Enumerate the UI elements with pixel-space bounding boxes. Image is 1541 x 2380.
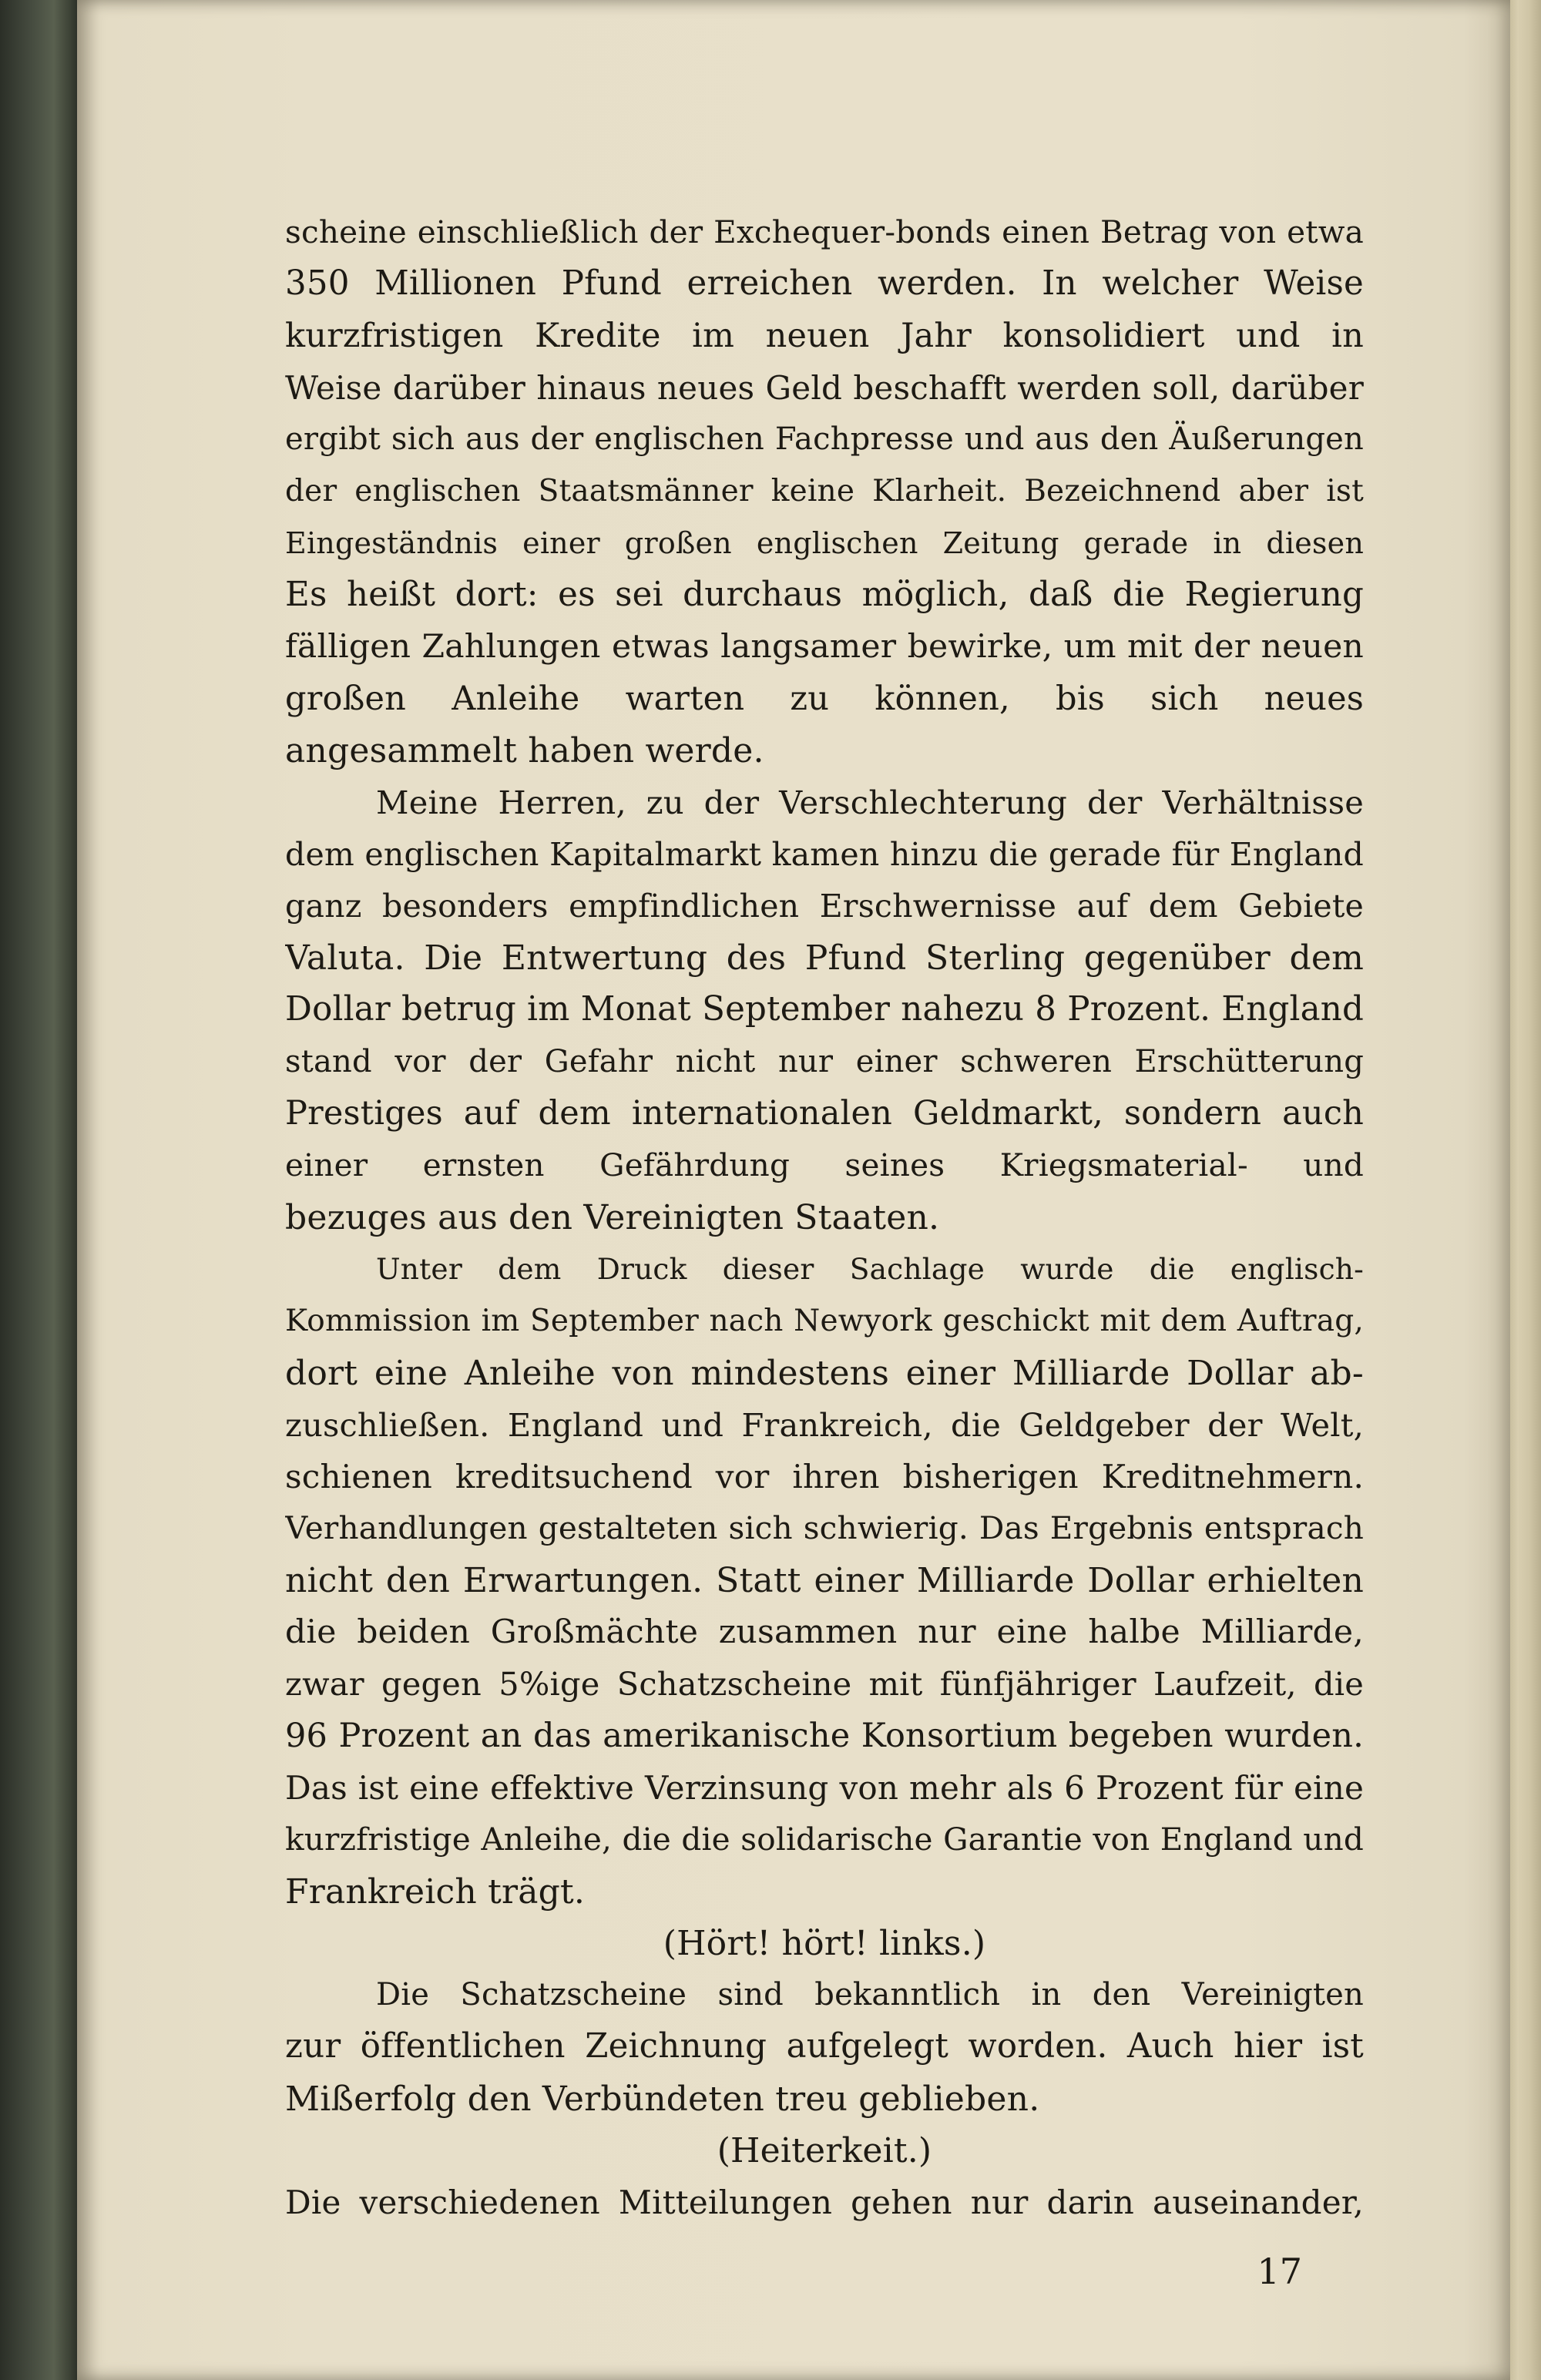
text-line [285, 1606, 1364, 1658]
line-text: Valuta. Die Entwertung des Pfund Sterling gegenüber dem [285, 938, 1364, 979]
book-page [77, 0, 1510, 2380]
line-text: kurzfristige Anleihe, die die solidarische Garantie von England und [285, 1821, 1364, 1858]
text-line [285, 673, 1364, 725]
text-line [285, 258, 1364, 310]
text-line [285, 569, 1364, 621]
line-text: kurzfristigen Kredite im neuen Jahr konsolidiert und in [285, 316, 1364, 355]
text-line [285, 1969, 1364, 2021]
line-text: zwar gegen 5%ige Schatzscheine mit fünfjähriger Laufzeit, die [285, 1665, 1364, 1704]
line-text: die beiden Großmächte zusammen nur eine halbe Milliarde, [285, 1613, 1364, 1652]
line-text: Meine Herren, zu der Verschlechterung der Verhältnisse [376, 784, 1364, 822]
line-text: zuschließen. England und Frankreich, die Geldgeber der Welt, [285, 1405, 1364, 1444]
text-line [285, 1658, 1364, 1710]
line-text: Es heißt dort: es sei durchaus möglich, daß die Regierung [285, 576, 1364, 615]
text-line [285, 1348, 1364, 1399]
page-number: 17 [1257, 2251, 1302, 2292]
line-text: scheine einschließlich der Exchequer-bonds einen Betrag von etwa [285, 213, 1364, 250]
text-line [285, 2073, 1364, 2125]
line-text: (Hört! hört! links.) [663, 1923, 986, 1963]
text-line [285, 1140, 1364, 1191]
text-line [285, 465, 1364, 517]
line-text: ergibt sich aus der englischen Fachpresse und aus den Äußerungen [285, 421, 1364, 458]
line-text: Die Schatzscheine sind bekanntlich in den Vereinigten [376, 1977, 1364, 2013]
text-line [285, 1918, 1364, 1969]
line-text: Dollar betrug im Monat September nahezu 8 Prozent. England [285, 990, 1364, 1029]
line-text: Prestiges auf dem internationalen Geldmarkt, sondern auch [285, 1094, 1364, 1133]
line-text: dem englischen Kapitalmarkt kamen hinzu die gerade für England [285, 835, 1364, 873]
text-line [285, 984, 1364, 1036]
line-text: Die verschiedenen Mitteilungen gehen nur darin auseinander, [285, 2184, 1364, 2222]
text-line [285, 1451, 1364, 1502]
text-line [285, 725, 1364, 777]
text-line [285, 1192, 1364, 1244]
text-line [285, 1814, 1364, 1865]
text-line [285, 1036, 1364, 1088]
text-line [285, 2177, 1364, 2228]
line-text: schienen kreditsuchend vor ihren bisherigen Kreditnehmern. [285, 1458, 1364, 1496]
line-text: nicht den Erwartungen. Statt einer Milliarde Dollar erhielten [285, 1560, 1364, 1600]
text-line [285, 881, 1364, 932]
text-line [285, 1866, 1364, 1918]
body-text [285, 206, 1364, 2229]
line-text: 96 Prozent an das amerikanische Konsortium begeben wurden. [285, 1716, 1364, 1755]
text-line [285, 206, 1364, 258]
line-text: einer ernsten Gefährdung seines Kriegsmaterial- und [285, 1146, 1364, 1184]
line-text: bezuges aus den Vereinigten Staaten. [285, 1197, 940, 1237]
text-line [285, 2021, 1364, 2073]
line-text: Weise darüber hinaus neues Geld beschafft werden soll, darüber [285, 368, 1364, 407]
text-line [285, 1295, 1364, 1347]
line-text: dort eine Anleihe von mindestens einer Milliarde Dollar ab- [285, 1353, 1364, 1393]
line-text: fälligen Zahlungen etwas langsamer bewirke, um mit der neuen [285, 628, 1364, 666]
text-line [285, 777, 1364, 828]
text-line [285, 1555, 1364, 1606]
line-text: Kommission im September nach Newyork geschickt mit dem Auftrag, [285, 1304, 1364, 1339]
text-line [285, 1710, 1364, 1762]
line-text: ganz besonders empfindlichen Erschwernisse auf dem Gebiete [285, 887, 1364, 925]
text-line [285, 1244, 1364, 1295]
text-line [285, 311, 1364, 362]
text-line [285, 1399, 1364, 1451]
line-text: stand vor der Gefahr nicht nur einer schweren Erschütterung [285, 1043, 1364, 1079]
text-line [285, 414, 1364, 465]
line-text: großen Anleihe warten zu können, bis sich neues [285, 679, 1364, 718]
text-line [285, 1762, 1364, 1814]
text-line [285, 362, 1364, 414]
text-line [285, 518, 1364, 569]
page-edge [1510, 0, 1541, 2380]
line-text: (Heiterkeit.) [717, 2130, 932, 2170]
text-line [285, 621, 1364, 673]
text-line [285, 2125, 1364, 2177]
line-text: Verhandlungen gestalteten sich schwierig. Das Ergebnis entsprach [285, 1509, 1364, 1547]
line-text: der englischen Staatsmänner keine Klarheit. Bezeichnend aber ist [285, 474, 1364, 509]
line-text: Unter dem Druck dieser Sachlage wurde die englisch- [376, 1251, 1364, 1286]
text-line [285, 829, 1364, 881]
line-text: Frankreich trägt. [285, 1871, 586, 1912]
text-line [285, 1088, 1364, 1140]
line-text: angesammelt haben werde. [285, 730, 764, 770]
line-text: zur öffentlichen Zeichnung aufgelegt worden. Auch hier ist [285, 2027, 1364, 2066]
text-line [285, 932, 1364, 984]
line-text: 350 Millionen Pfund erreichen werden. In welcher Weise [285, 264, 1364, 304]
text-line [285, 1502, 1364, 1554]
line-text: Das ist eine effektive Verzinsung von mehr als 6 Prozent für eine [285, 1768, 1364, 1807]
line-text: Mißerfolg den Verbündeten treu geblieben. [285, 2079, 1040, 2119]
line-text: Eingeständnis einer großen englischen Zeitung gerade in diesen [285, 525, 1364, 560]
